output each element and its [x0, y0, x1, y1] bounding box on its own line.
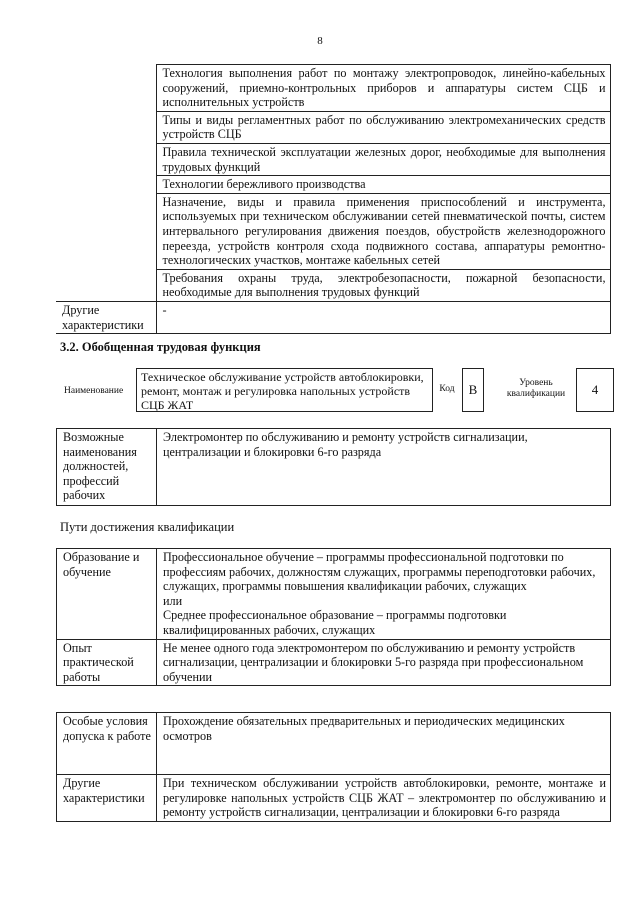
page-number: 8: [317, 35, 323, 47]
positions-label: Возможные наименования должностей, профессий рабочих: [57, 429, 157, 506]
name-value: Техническое обслуживание устройств автоблокировки, ремонт, монтаж и регулировка напольных устройств СЦБ ЖАТ: [136, 368, 433, 412]
name-label: Наименование: [64, 386, 124, 396]
admission-label: Особые условия допуска к работе: [57, 713, 157, 775]
code-value: B: [462, 368, 484, 412]
knowledge-table: [56, 64, 611, 334]
education-line: или: [163, 593, 183, 608]
level-label: Уровень квалификации: [506, 378, 566, 399]
admission-table: [56, 712, 611, 822]
positions-value: Электромонтер по обслуживанию и ремонту устройств сигнализации, централизации и блокировки 6-го разряда: [157, 429, 611, 506]
other2-label: Другие характеристики: [57, 775, 157, 822]
education-line: Профессиональное обучение – программы профессиональной подготовки по профессиям рабочих, должностям служащих, программы переподготовки рабочих, служащих, программы повышения квалификации рабочих, служащих: [163, 550, 596, 594]
knowledge-item: Технология выполнения работ по монтажу электропроводок, линейно-кабельных сооружений, приемно-контрольных приборов и аппаратуры систем СЦБ и исполнительных устройств: [156, 65, 610, 112]
education-table: [56, 548, 611, 686]
knowledge-item: Требования охраны труда, электробезопасности, пожарной безопасности, необходимые для выполнения трудовых функций: [156, 269, 610, 301]
positions-table: [56, 428, 611, 506]
other-value: -: [156, 301, 610, 333]
other-label: Другие характеристики: [56, 301, 156, 333]
function-header: [60, 368, 615, 414]
knowledge-item: Назначение, виды и правила применения приспособлений и инструмента, используемых при техническом обслуживании сетей пневматической почты, систем интервального регулирования движения поездов, обустройств железнодорожного переезда, устройств контроля схода подвижного состава, аппаратуры ремонтно-технологических участков, монтаже кабельных сетей: [156, 193, 610, 269]
education-label: Образование и обучение: [57, 549, 157, 640]
knowledge-item: Правила технической эксплуатации железных дорог, необходимые для выполнения трудовых функций: [156, 143, 610, 175]
paths-title: Пути достижения квалификации: [60, 520, 235, 534]
code-label: Код: [439, 384, 455, 394]
knowledge-item: Технологии бережливого производства: [156, 176, 610, 194]
education-line: Среднее профессиональное образование – программы подготовки квалифицированных рабочих, служащих: [163, 608, 507, 637]
other2-value: При техническом обслуживании устройств автоблокировки, ремонте, монтаже и регулировке напольных устройств СЦБ ЖАТ – электромонтер по обслуживанию и ремонту устройств сигнализации, централизации и блокировки 6-го разряда: [157, 775, 611, 822]
admission-value: Прохождение обязательных предварительных и периодических медицинских осмотров: [157, 713, 611, 775]
experience-value: Не менее одного года электромонтером по обслуживанию и ремонту устройств сигнализации, централизации и блокировки 5-го разряда при профессиональном обучении: [157, 639, 611, 686]
empty-cell: [56, 65, 156, 302]
level-value: 4: [576, 368, 614, 412]
experience-label: Опыт практической работы: [57, 639, 157, 686]
knowledge-item: Типы и виды регламентных работ по обслуживанию электромеханических средств устройств СЦБ: [156, 111, 610, 143]
section-heading: 3.2. Обобщенная трудовая функция: [60, 340, 261, 354]
